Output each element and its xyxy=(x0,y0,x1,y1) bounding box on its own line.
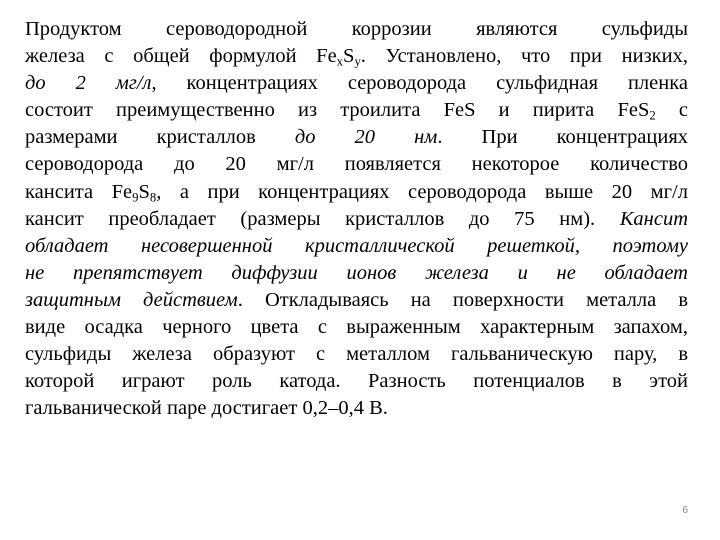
text-segment: . Установлено, что при низких, xyxy=(360,45,688,68)
text-line xyxy=(25,341,688,368)
text-segment: сульфиды железа образуют с металлом гальваническую пару, в xyxy=(25,343,688,366)
text-line xyxy=(25,233,688,260)
subscript: 2 xyxy=(649,108,656,123)
text-line xyxy=(25,43,688,70)
italic-text: не препятствует диффузии ионов железа и не обладает xyxy=(25,261,688,284)
text-segment: с xyxy=(655,99,688,122)
page-number: 6 xyxy=(682,505,688,516)
text-segment: Продуктом сероводородной коррозии являются сульфиды xyxy=(25,18,688,40)
text-line xyxy=(25,314,688,341)
text-segment: S xyxy=(343,45,355,68)
text-segment: . При концентрациях xyxy=(437,126,688,149)
text-segment: железа с общей формулой Fe xyxy=(25,45,337,68)
text-segment: кансит преобладает (размеры кристаллов до 75 нм). xyxy=(25,207,620,230)
text-line xyxy=(25,260,688,287)
subscript: x xyxy=(336,54,344,69)
text-segment: размерами кристаллов xyxy=(25,126,295,149)
text-segment: . Откладываясь на поверхности металла в xyxy=(237,288,688,311)
text-line xyxy=(25,287,688,314)
subscript: 8 xyxy=(149,190,157,205)
text-line xyxy=(25,16,688,43)
text-line xyxy=(25,179,688,206)
italic-text: защитным действием xyxy=(25,288,238,311)
italic-text: Кансит xyxy=(619,207,688,230)
text-segment: сероводорода до 20 мг/л появляется некоторое количество xyxy=(25,153,688,176)
text-segment: , концентрациях сероводорода сульфидная пленка xyxy=(151,72,688,95)
text-line xyxy=(25,151,688,178)
subscript: y xyxy=(354,54,361,69)
text-line xyxy=(25,206,688,233)
text-segment: , а при концентрациях сероводорода выше 20 мг/л xyxy=(156,180,688,203)
text-line xyxy=(25,124,688,151)
text-segment: кансита Fe xyxy=(25,180,133,203)
text-segment: S xyxy=(138,180,150,203)
italic-text: до 2 мг/л xyxy=(25,72,152,95)
italic-text: до 20 нм xyxy=(294,126,438,149)
subscript: 9 xyxy=(132,190,139,205)
text-segment: состоит преимущественно из троилита FeS и пирита FeS xyxy=(25,99,650,122)
body-paragraph xyxy=(25,16,688,422)
text-line xyxy=(25,97,688,124)
text-segment: гальванической паре достигает 0,2–0,4 В. xyxy=(25,397,388,420)
text-line xyxy=(25,368,688,395)
text-segment: которой играют роль катода. Разность потенциалов в этой xyxy=(25,370,688,393)
text-segment: виде осадка черного цвета с выраженным характерным запахом, xyxy=(25,316,688,339)
text-line xyxy=(25,395,688,422)
text-line xyxy=(25,70,688,97)
italic-text: обладает несовершенной кристаллической решеткой, поэтому xyxy=(25,234,688,257)
